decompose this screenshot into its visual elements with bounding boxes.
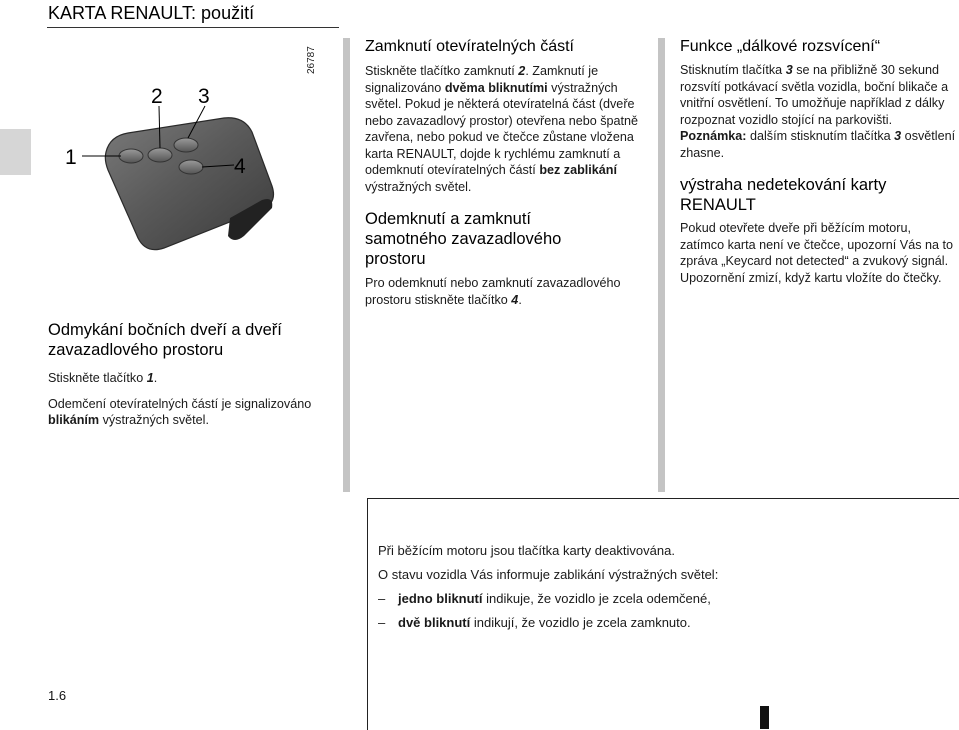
section-heading-card-warning: výstraha nedetekování karty RENAULT [680,176,887,214]
col1-paragraph-1: Stiskněte tlačítko 1. [48,371,158,385]
button-3 [174,138,198,152]
col2-paragraph-1: Stiskněte tlačítko zamknutí 2. Zamknutí je signalizováno dvěma bliknutími výstražných světel. Pokud je některá otevíratelná část (dveře nebo zavazadlový prostor) otevřena nebo špatně zavřena, nebo pokud ve čtečce zůstane vložena karta RENAULT, dojde k rychlému zamknutí a odemknutí otevíratelných částí bez zablikání výstražných světel. [365,64,639,194]
note-content [378,543,948,631]
section-heading-unlock: Odmykání bočních dveří a dveří zavazadlového prostoru [48,321,282,359]
key-card-figure [48,40,348,290]
note-bullet-2: – dvě bliknutí indikují, že vozidlo je zcela zamknuto. [378,615,691,630]
button-2 [148,148,172,162]
col2-paragraph-2: Pro odemknutí nebo zamknutí zavazadlového prostoru stiskněte tlačítko 4. [365,276,621,307]
callout-3: 3 [198,85,210,108]
end-of-section-marker [760,706,769,729]
note-line-2: O stavu vozidla Vás informuje zablikání výstražných světel: [378,567,719,582]
note-line-1: Při běžícím motoru jsou tlačítka karty deaktivována. [378,543,675,558]
section-heading-lock: Zamknutí otevíratelných částí [365,38,574,55]
col3-paragraph-2: Pokud otevřete dveře při běžícím motoru, zatímco karta není ve čtečce, upozorní Vás na to zpráva „Keycard not detected“ a zvukový signál. Upozornění zmizí, když kartu vložíte do čtečky. [680,221,954,285]
callout-4: 4 [234,155,246,178]
column-divider-1 [343,38,350,492]
figure-code: 26787 [306,46,317,74]
col1-paragraph-2: Odemčení otevíratelných částí je signalizováno blikáním výstražných světel. [48,396,312,427]
column-2 [365,37,644,308]
button-4 [179,160,203,174]
title-rule [47,27,339,28]
column-1 [48,320,338,429]
callout-1: 1 [65,146,77,169]
key-card-illustration [48,40,348,290]
page-title: KARTA RENAULT: použití [48,3,255,23]
column-3 [680,37,958,286]
chapter-tab [0,129,31,175]
column-divider-2 [658,38,665,492]
col3-paragraph-1: Stisknutím tlačítka 3 se na přibližně 30 sekund rozsvítí potkávací světla vozidla, boční blikače a vnitřní osvětlení. To umožňuje například z dálky rozpoznat vozidlo stojící na parkovišti. [680,63,949,127]
info-note-box [367,498,959,730]
callout-2: 2 [151,85,163,108]
col3-note: Poznámka: dalším stisknutím tlačítka 3 osvětlení zhasne. [680,129,956,160]
section-heading-remote-lighting: Funkce „dálkové rozsvícení“ [680,38,881,55]
button-1 [119,149,143,163]
section-heading-boot: Odemknutí a zamknutí samotného zavazadlového prostoru [365,210,562,268]
page-number: 1.6 [48,688,67,703]
note-bullet-1: – jedno bliknutí indikuje, že vozidlo je zcela odemčené, [378,591,711,606]
